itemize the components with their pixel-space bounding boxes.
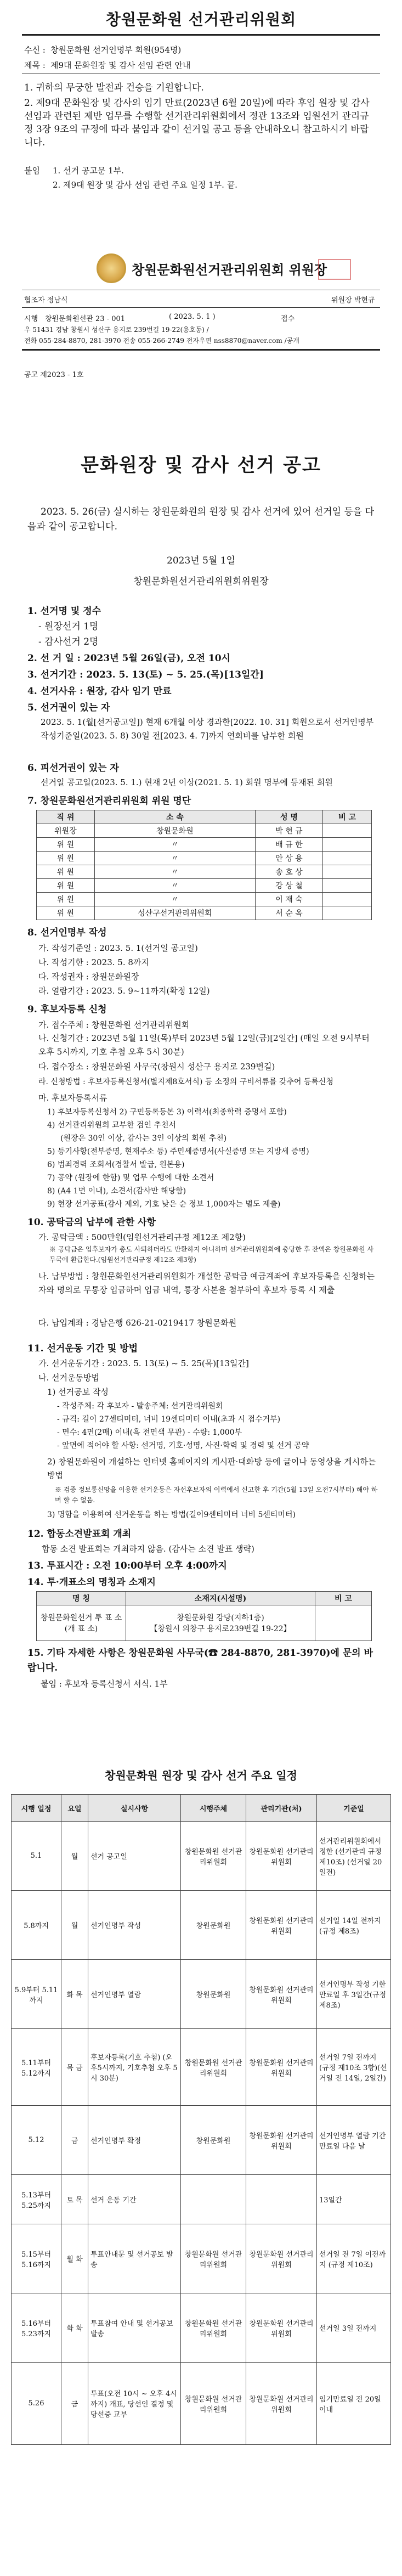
section-8a: 가. 작성기준일 : 2023. 5. 1(선거일 공고일)	[38, 943, 198, 953]
letter-item-1: 1. 귀하의 무궁한 발전과 건승을 기원합니다.	[24, 82, 204, 93]
section-8c: 다. 작성권자 : 창원문화원장	[38, 972, 139, 982]
member-affiliation: 〃	[94, 852, 255, 865]
schedule-date: 5.12	[12, 2106, 61, 2175]
schedule-manager: 창원문화원 선거관리위원회	[246, 2106, 317, 2175]
schedule-basis: 선거일 14일 전까지 (규정 제8조)	[317, 1891, 391, 1960]
member-note	[323, 893, 372, 906]
schedule-task: 투표안내문 및 선거공보 발송	[88, 2224, 181, 2293]
schedule-header: 실시사항	[88, 1795, 181, 1822]
attachment-2: 2. 제9대 원장 및 감사 선임 관련 주요 일정 1부. 끝.	[53, 180, 237, 190]
venue-table	[36, 1591, 372, 1641]
member-position: 위 원	[37, 893, 95, 906]
section-9: 9. 후보자등록 신청	[27, 1004, 107, 1015]
venue-note	[315, 1605, 372, 1641]
schedule-task: 후보자등록(기호 추첨) (오후5시까지, 기호추첨 오후 5시 30분)	[88, 2029, 181, 2106]
member-note	[323, 865, 372, 879]
member-position: 위 원	[37, 906, 95, 920]
schedule-task: 투표(오전 10시 ~ 오후 4시까지) 개표, 당선인 결정 및 당선증 교부	[88, 2363, 181, 2445]
schedule-day: 화 목	[61, 1960, 88, 2029]
venue-header-row	[37, 1592, 372, 1605]
section-10a: 가. 공탁금액 : 500만원(임원선거관리규정 제12조 제2항)	[38, 1232, 246, 1242]
schedule-executor: 창원문화원	[181, 1960, 246, 2029]
schedule-basis: 임기만료일 전 20일 이내	[317, 2363, 391, 2445]
doc-list-item: 4) 선거관리위원회 교부한 검인 추천서	[47, 1121, 177, 1130]
section-8b: 나. 작성기한 : 2023. 5. 8까지	[38, 957, 149, 967]
schedule-executor: 창원문화원	[181, 2106, 246, 2175]
table-row	[37, 865, 372, 879]
schedule-basis: 13일간	[317, 2175, 391, 2224]
schedule-task: 선거인명부 작성	[88, 1891, 181, 1960]
sender: 창원문화원선거관리위원회 위원장	[132, 262, 327, 278]
schedule-date: 5.15부터 5.16까지	[12, 2224, 61, 2293]
venue-header: 소재지(시설명)	[126, 1592, 315, 1605]
section-6: 6. 피선거권이 있는 자	[27, 763, 119, 774]
member-name: 배 규 한	[255, 838, 322, 852]
section-2: 2. 선 거 일 : 2023년 5월 26일(금), 오전 10시	[27, 653, 230, 664]
recipient-label: 수신 :	[24, 45, 46, 55]
schedule-executor: 창원문화원	[181, 1891, 246, 1960]
divider	[22, 349, 380, 351]
members-table	[36, 810, 372, 920]
letter-title: 창원문화원 선거관리위원회	[105, 10, 297, 29]
member-name: 서 순 옥	[255, 906, 322, 920]
section-13: 13. 투표시간 : 오전 10:00부터 오후 4:00까지	[27, 1560, 227, 1571]
divider	[22, 34, 380, 36]
attach-label: 붙임	[24, 166, 40, 176]
section-10: 10. 공탁금의 납부에 관한 사항	[27, 1217, 156, 1228]
schedule-executor: 창원문화원 선거관리위원회	[181, 2224, 246, 2293]
schedule-basis: 선거인명부 열람 기간 만료일 다음 날	[317, 2106, 391, 2175]
doc-list-item: 7) 공약 (원장에 한함) 및 업무 수행에 대한 소견서	[47, 1174, 214, 1182]
schedule-day: 화 화	[61, 2293, 88, 2363]
bulletin-item: - 앞면에 적어야 할 사항: 선거명, 기호·성명, 사진·학력 및 경력 및 선거 공약	[57, 1441, 309, 1450]
section-9e: 마. 후보자등록서류	[38, 1093, 107, 1103]
schedule-date: 5.16부터 5.23까지	[12, 2293, 61, 2363]
section-14: 14. 투·개표소의 명칭과 소재지	[27, 1577, 156, 1588]
section-10c: 다. 납입계좌 : 경남은행 626-21-0219417 창원문화원	[38, 1318, 237, 1328]
member-affiliation: 〃	[94, 838, 255, 852]
venue-header: 비 고	[315, 1592, 372, 1605]
section-11b: 나. 선거운동방법	[38, 1373, 99, 1383]
schedule-day: 월	[61, 1822, 88, 1891]
member-note	[323, 906, 372, 920]
doc-list-item: 8) (A4 1면 이내), 소견서(감사만 해당함)	[47, 1187, 186, 1196]
schedule-basis: 선거일 3일 전까지	[317, 2293, 391, 2363]
member-position: 위 원	[37, 852, 95, 865]
member-name: 송 호 상	[255, 865, 322, 879]
venue-address-line: 창원문화원 강당(지하1층)	[177, 1614, 264, 1622]
member-position: 위원장	[37, 824, 95, 838]
section-7: 7. 창원문화원선거관리위원회 위원 명단	[27, 796, 191, 807]
section-3: 3. 선거기간 : 2023. 5. 13(토) ~ 5. 25.(목)[13일간]	[27, 669, 264, 680]
staff-right: 위원장 박현규	[331, 296, 375, 305]
bulletin-item: - 면수: 4면(2매) 이내(흑 전면색 무관) - 수량: 1,000부	[57, 1428, 242, 1437]
notice-title: 문화원장 및 감사 선거 공고	[81, 454, 321, 476]
schedule-header: 시행 일정	[12, 1795, 61, 1822]
table-row	[12, 2224, 391, 2293]
schedule-date: 5.13부터 5.25까지	[12, 2175, 61, 2224]
schedule-executor: 창원문화원 선거관리위원회	[181, 1822, 246, 1891]
section-10a-note: ※ 공탁금은 입후보자가 총도 사퇴하더라도 반환하지 아니하며 선거관리위원회에 충당한 후 잔액은 창원문화원 사무국에 환급한다.(임원선거관리규정 제12조 제3항)	[49, 1245, 374, 1264]
member-position: 위 원	[37, 838, 95, 852]
schedule-day: 금	[61, 2363, 88, 2445]
member-note	[323, 852, 372, 865]
table-row	[37, 838, 372, 852]
schedule-header: 요일	[61, 1795, 88, 1822]
section-8d: 라. 열람기간 : 2023. 5. 9~11까지(확정 12일)	[38, 986, 210, 996]
staff-left: 협조자 정남식	[24, 296, 68, 305]
section-5a: 2023. 5. 1(월[선거공고일]) 현재 6개월 이상 경과한[2022. 10. 31] 회원으로서 선거인명부 작성기준일(2023. 5. 8) 30일 전[2023. 4. 7]까지 연회비를 납부한 회원	[41, 717, 377, 741]
schedule-table	[11, 1794, 391, 2445]
venue-header: 명 칭	[37, 1592, 126, 1605]
member-note	[323, 824, 372, 838]
schedule-manager: 창원문화원 선거관리위원회	[246, 2293, 317, 2363]
subject: 제9대 문화원장 및 감사 선임 관련 안내	[50, 60, 191, 70]
schedule-basis: 선거인명부 작성 기한 만료일 후 3일간(규정 제8조)	[317, 1960, 391, 2029]
venue-address-line: 【창원시 의창구 용지로239번길 19-22】	[150, 1625, 291, 1633]
section-9b: 나. 신청기간 : 2023년 5월 11일(목)부터 2023년 5월 12일(금)[2일간] (매일 오전 9시부터 오후 5시까지, 기호 추첨 오후 5시 30분)	[38, 1033, 372, 1057]
members-header: 소 속	[94, 810, 255, 824]
section-11b1: 1) 선거공보 작성	[47, 1387, 109, 1397]
schedule-executor: 창원문화원 선거관리위원회	[181, 2363, 246, 2445]
section-11b3: 3) 명함을 이용하여 선거운동을 하는 방법(길이9센티미터 너비 5센티미터)	[47, 1510, 296, 1519]
section-6a: 선거일 공고일(2023. 5. 1.) 현재 2년 이상(2021. 5. 1) 회원 명부에 등재된 회원	[41, 777, 333, 787]
section-15: 15. 기타 자세한 사항은 창원문화원 사무국(☎ 284-8870, 281-3970)에 문의 바랍니다.	[27, 1648, 373, 1673]
schedule-manager: 창원문화원 선거관리위원회	[246, 2224, 317, 2293]
section-9d: 라. 신청방법 : 후보자등록신청서(별지제8호서식) 등 소정의 구비서류를 갖추어 등록신청	[38, 1078, 333, 1086]
schedule-date: 5.8까지	[12, 1891, 61, 1960]
schedule-header: 시행주체	[181, 1795, 246, 1822]
bulletin-item: - 규격: 길이 27센티미터, 너비 19센티미터 이내(초과 시 접수거부)	[57, 1415, 281, 1424]
notice-signer: 창원문화원선거관리위원회위원장	[133, 576, 269, 587]
member-affiliation: 〃	[94, 879, 255, 893]
schedule-date: 5.11부터 5.12까지	[12, 2029, 61, 2106]
table-row	[12, 2363, 391, 2445]
member-position: 위 원	[37, 879, 95, 893]
section-11b2-note: ※ 검증 정보통신망을 이용한 선거운동은 자선후보자의 이력에서 신고한 후 기간(5월 13일 오전7시부터) 해야 하며 할 수 없음.	[55, 1486, 378, 1504]
section-12: 12. 합동소견발표회 개최	[27, 1529, 132, 1540]
stamp-icon	[318, 259, 351, 280]
doc-list-item: (원장은 30인 이상, 감사는 3인 이상의 회원 추천)	[60, 1134, 227, 1143]
seal-icon	[97, 253, 126, 283]
section-9c: 다. 접수장소 : 창원문화원 사무국(창원시 성산구 용지로 239번길)	[38, 1062, 275, 1072]
table-row	[37, 893, 372, 906]
schedule-executor: 창원문화원 선거관리위원회	[181, 2029, 246, 2106]
schedule-manager: 창원문화원 선거관리위원회	[246, 2029, 317, 2106]
table-row	[37, 906, 372, 920]
divider	[22, 307, 380, 308]
venue-address	[126, 1605, 315, 1641]
table-row	[12, 1891, 391, 1960]
member-name: 박 현 규	[255, 824, 322, 838]
schedule-date: 5.9부터 5.11까지	[12, 1960, 61, 2029]
members-header-row	[37, 810, 372, 824]
member-position: 위 원	[37, 865, 95, 879]
schedule-date: 5.26	[12, 2363, 61, 2445]
doc-list-item: 9) 현장 선거공표(감사 제외, 기호 낮은 순 정보 1,000자는 별도 제출)	[47, 1200, 281, 1209]
notice-number: 공고 제2023 - 1호	[24, 371, 84, 379]
doc-date: ( 2023. 5. 1 )	[169, 313, 216, 321]
schedule-day: 월 화	[61, 2224, 88, 2293]
schedule-date: 5.1	[12, 1822, 61, 1891]
table-row	[37, 879, 372, 893]
schedule-task: 선거인명부 확정	[88, 2106, 181, 2175]
doc-list-item: 6) 범죄경력 조회서(경찰서 발급, 원본용)	[47, 1160, 185, 1169]
member-affiliation: 창원문화원	[94, 824, 255, 838]
schedule-task: 선거 운동 기간	[88, 2175, 181, 2224]
table-row	[37, 1605, 372, 1641]
member-affiliation: 성산구선거관리위원회	[94, 906, 255, 920]
member-name: 강 상 철	[255, 879, 322, 893]
section-1a: - 원장선거 1명	[38, 621, 99, 632]
members-header: 비 고	[323, 810, 372, 824]
subject-label: 제목 :	[24, 60, 46, 70]
recipient: 창원문화원 선거인명부 회원(954명)	[50, 45, 182, 55]
section-11b2: 2) 창원문화원이 개설하는 인터넷 홈페이지의 게시판·대화방 등에 글이나 동영상을 게시하는 방법	[47, 1457, 378, 1480]
section-12a: 합동 소견 발표회는 개최하지 않음. (감사는 소견 발표 생략)	[42, 1544, 254, 1554]
schedule-title: 창원문화원 원장 및 감사 선거 주요 일정	[105, 1769, 297, 1782]
attachment-1: 1. 선거 공고문 1부.	[53, 166, 124, 176]
schedule-manager: 창원문화원 선거관리위원회	[246, 1891, 317, 1960]
section-4: 4. 선거사유 : 원장, 감사 임기 만료	[27, 686, 172, 697]
notice-date: 2023년 5월 1일	[167, 555, 235, 566]
section-11a: 가. 선거운동기간 : 2023. 5. 13(토) ~ 5. 25(목)[13일간]	[38, 1359, 249, 1368]
member-affiliation: 〃	[94, 893, 255, 906]
section-5: 5. 선거권이 있는 자	[27, 702, 110, 713]
section-15-attachment: 붙임 : 후보자 등록신청서 서식. 1부	[41, 1679, 168, 1689]
notice-intro: 2023. 5. 26(금) 실시하는 창원문화원의 원장 및 감사 선거에 있어 선거일 등을 다음과 같이 공고합니다.	[27, 506, 375, 532]
schedule-header-row	[12, 1795, 391, 1822]
schedule-executor	[181, 2175, 246, 2224]
doc-list-item: 5) 등기사항(전부증명, 현재주소 등) 주민세증명서(사실증명 또는 지방세 증명)	[47, 1147, 309, 1156]
member-note	[323, 838, 372, 852]
section-8: 8. 선거인명부 작성	[27, 927, 107, 938]
table-row	[37, 852, 372, 865]
bulletin-item: - 작성주체: 각 후보자 - 발송주체: 선거관리위원회	[57, 1402, 223, 1411]
table-row	[12, 2175, 391, 2224]
schedule-basis: 선거관리위원회에서 정한 (선거관리 규정 제10조) (선거일 20일전)	[317, 1822, 391, 1891]
member-affiliation: 〃	[94, 865, 255, 879]
table-row	[37, 824, 372, 838]
table-row	[12, 2029, 391, 2106]
section-11: 11. 선거운동 기간 및 방법	[27, 1343, 138, 1354]
venue-name: 창원문화원선거 투 표 소 (개 표 소)	[37, 1605, 126, 1641]
members-header: 성 명	[255, 810, 322, 824]
schedule-manager: 창원문화원 선거관리위원회	[246, 1960, 317, 2029]
schedule-day: 월	[61, 1891, 88, 1960]
schedule-manager	[246, 2175, 317, 2224]
schedule-task: 투표참여 안내 및 선거공보 발송	[88, 2293, 181, 2363]
section-10b: 나. 납부방법 : 창원문화원선거관리위원회가 개설한 공탁금 예금계좌에 후보자등록을 신청하는 자와 명의로 무통장 입금하며 입금 내역, 통장 사본을 첨부하여 후보자 등록 시 제출	[38, 1271, 377, 1295]
table-row	[12, 1822, 391, 1891]
member-name: 이 재 숙	[255, 893, 322, 906]
address: 우 51431 경남 창원시 성산구 용지로 239번길 19-22(용호동) /	[24, 326, 209, 334]
letter-item-2: 2. 제9대 문화원장 및 감사의 임기 만료(2023년 6월 20일)에 따라 후임 원장 및 감사 선임과 관련된 제반 업무를 수행할 선거관리위원회에서 정관 13조와 임원선거 관리규정 3장 9조의 규정에 따라 붙임과 같이 선거일 공고 등을 안내하오니 참고하시기 바랍니다.	[24, 98, 373, 148]
schedule-executor: 창원문화원 선거관리위원회	[181, 2293, 246, 2363]
schedule-task: 선거 공고일	[88, 1822, 181, 1891]
member-note	[323, 879, 372, 893]
table-row	[12, 2106, 391, 2175]
member-name: 안 상 용	[255, 852, 322, 865]
section-1b: - 감사선거 2명	[38, 636, 99, 647]
schedule-header: 기준일	[317, 1795, 391, 1822]
schedule-basis: 선거일 7일 전까지 (규정 제10조 3항)(선거일 전 14일, 2일간)	[317, 2029, 391, 2106]
table-row	[12, 2293, 391, 2363]
schedule-header: 관리기관(처)	[246, 1795, 317, 1822]
schedule-day: 토 목	[61, 2175, 88, 2224]
schedule-manager: 창원문화원 선거관리위원회	[246, 1822, 317, 1891]
section-9a: 가. 접수주체 : 창원문화원 선거관리위원회	[38, 1020, 190, 1030]
doc-label: 시행	[24, 315, 38, 323]
schedule-day: 목 금	[61, 2029, 88, 2106]
schedule-day: 금	[61, 2106, 88, 2175]
contacts: 전화 055-284-8870, 281-3970 전송 055-266-2749 전자우편 nss8870@naver.com /공개	[24, 337, 299, 345]
schedule-manager: 창원문화원 선거관리위원회	[246, 2363, 317, 2445]
doc-number: 창원문화원선관 23 - 001	[45, 315, 126, 323]
doc-list-item: 1) 후보자등록신청서 2) 구민등록등본 3) 이력서(최종학력 증명서 포함)	[47, 1108, 287, 1117]
schedule-task: 선거인명부 열람	[88, 1960, 181, 2029]
section-1: 1. 선거명 및 정수	[27, 606, 101, 617]
doc-receipt: 접수	[281, 315, 295, 323]
members-header: 직 위	[37, 810, 95, 824]
table-row	[12, 1960, 391, 2029]
schedule-basis: 선거일 전 7일 이전까지 (규정 제10조)	[317, 2224, 391, 2293]
